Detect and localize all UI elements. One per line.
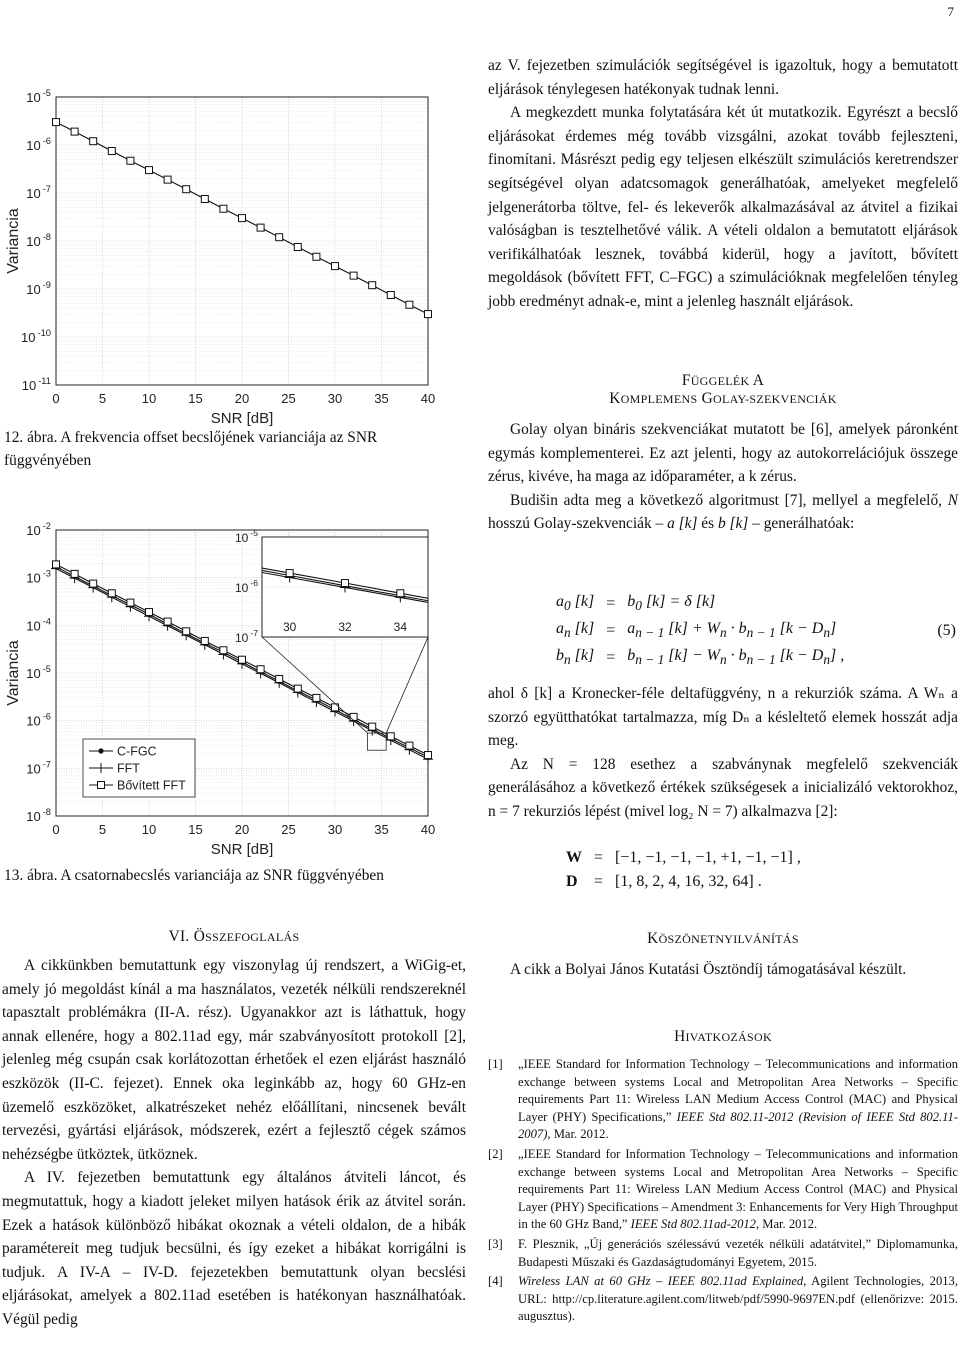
fig12-y-axis-label: Variancia xyxy=(5,208,22,274)
w-vector: [−1, −1, −1, −1, +1, −1, −1] , xyxy=(615,849,801,866)
ack-heading-first: K xyxy=(647,930,659,947)
fig12-series-bovitett-fft-point xyxy=(164,176,171,183)
fig13-series-bovitett-fft-point xyxy=(220,647,227,654)
fig13-inset-series-bovitett-fft-point xyxy=(397,590,404,597)
fig12-y-tick-label: 10 $^{-5}$ xyxy=(26,88,51,105)
fig12-series-bovitett-fft-point xyxy=(257,224,264,231)
fig13-legend-marker xyxy=(98,782,105,789)
section-6 xyxy=(2,928,466,1332)
reference-text xyxy=(518,1273,958,1326)
fig13-inset-series-bovitett-fft-point xyxy=(342,580,349,587)
fig13-legend-label: Bővített FFT xyxy=(117,778,186,793)
fig13-y-tick-label: 10 $^{-8}$ xyxy=(26,807,51,824)
reference-number: [3] xyxy=(488,1236,503,1251)
fig13-series-bovitett-fft-point xyxy=(294,685,301,692)
section-6-paragraph-1: A cikkünkben bemutattunk egy viszonylag új rendszert, a WiGig-et, amely jó megoldást kínál a ma használatos, vezeték nélküli rendszereknél tapasztalt problémákra (II-A. rész). Ugyanakkor azt is láthattuk, hogy annak ellenére, hogy a 802.11ad egy, már szabványosított protokoll [2], jelenleg még csupán csak korlátozottan érhetőek el ezen eljárást használó eszközök (II-C. fejezet). Ennek oka leginkább az, hogy 60 GHz-en üzemelő eszközöket, alkatrészeket nehéz előállítani, nincsenek bevált tervezési, gyártási eljárások, módszerek, ezért a fejlesztő cégek számos nehézségbe ütköztek, ütköznek. xyxy=(2,957,466,1163)
fig13-inset-x-tick-label: 30 xyxy=(282,620,297,634)
appendix-p2-a: Budišin adta meg a következő algoritmust [7], mellyel a megfelelő, xyxy=(510,491,948,509)
appendix-title-rest2: OLAY-SZEKVENCIÁK xyxy=(713,392,837,406)
fig12-series-bovitett-fft-point xyxy=(425,311,432,318)
appendix-paragraph-2 xyxy=(488,489,958,536)
fig13-series-bovitett-fft-point xyxy=(276,675,283,682)
fig12-series-bovitett-fft-point xyxy=(90,138,97,145)
fig13-series-bovitett-fft-point xyxy=(108,590,115,597)
fig13-series-bovitett-fft-point xyxy=(146,609,153,616)
reference-number: [2] xyxy=(488,1146,503,1161)
appendix-p2-n: N xyxy=(947,491,958,509)
fig12-x-tick-label: 40 xyxy=(420,391,436,406)
fig12-series-bovitett-fft-point xyxy=(294,243,301,250)
fig13-series-bovitett-fft-point xyxy=(53,561,60,568)
reference-number: [1] xyxy=(488,1057,503,1071)
refs-heading-rest: IVATKOZÁSOK xyxy=(685,1030,772,1044)
fig12-series-bovitett-fft-point xyxy=(406,301,413,308)
appendix-title-rest: OMPLEMENS xyxy=(620,392,698,406)
fig12-series-bovitett-fft-point xyxy=(276,234,283,241)
reference-list xyxy=(488,1056,958,1326)
fig13-x-tick-label: 35 xyxy=(374,822,389,837)
appendix-continued xyxy=(488,682,958,824)
fig13-series-bovitett-fft-point xyxy=(71,570,78,577)
fig12-x-tick-label: 35 xyxy=(374,391,389,406)
fig13-inset-series-bovitett-fft-point xyxy=(452,600,459,607)
fig13-inset-x-tick-label: 34 xyxy=(393,620,408,634)
fig13-inset-series-fft-point xyxy=(8,522,18,532)
fig13-series-bovitett-fft-point xyxy=(332,704,339,711)
fig13-legend-label: C-FGC xyxy=(117,744,157,759)
reference-item xyxy=(488,1056,958,1144)
fig13-x-tick-label: 5 xyxy=(98,822,107,837)
fig13-chart xyxy=(0,497,468,857)
section-6-paragraph-2: A IV. fejezetben bemutattunk egy általános átviteli láncot, és megmutattuk, hogy a kiadott jeleket milyen hatások érik az átvitel során. Ezek a hatások különböző hibákat okoznak a vételi oldalon, de a hibák paramétereit meg tudjuk becsülni, és így ezeket a hibákat korrigálni is tudjuk. A IV-A – IV-D. fejezetekben bemutattunk olyan becslési eljárásokat, amelyek a 802.11ad esetében is hatékonyan használhatóak. Végül pedig xyxy=(2,1169,466,1328)
fig13-y-axis-label: Variancia xyxy=(5,640,22,706)
fig12-series-bovitett-fft-point xyxy=(183,186,190,193)
appendix-title-g: G xyxy=(697,390,713,407)
appendix-heading-letter: A xyxy=(749,372,765,389)
fig13-y-tick-label: 10 $^{-6}$ xyxy=(26,711,51,729)
fig13-legend-marker xyxy=(98,748,103,753)
fig12-x-tick-label: 0 xyxy=(52,391,60,406)
appendix-paragraph-4: Az N = 128 esethez a szabványnak megfelelő szekvenciák generálásához a következő értékek szükségesek a inicializáló vektorokhoz, n = 7 rekurziós lépést (mivel log₂ N = 7) alkalmazva [2]: xyxy=(488,755,958,820)
reference-italic: IEEE Std 802.11ad-2012 xyxy=(630,1217,756,1232)
figure-13 xyxy=(0,497,468,857)
appendix-heading-rest: ÜGGELÉK xyxy=(690,374,750,388)
fig12-y-tick-label: 10 $^{-6}$ xyxy=(26,136,51,153)
fig13-y-tick-label: 10 $^{-4}$ xyxy=(26,616,51,634)
fig12-series-bovitett-fft-point xyxy=(369,282,376,289)
fig13-y-tick-label: 10 $^{-7}$ xyxy=(26,759,51,777)
fig13-series-bovitett-fft-point xyxy=(387,733,394,740)
fig13-inset-y-tick-label: 10 $^{-7}$ xyxy=(234,628,258,645)
fig12-chart xyxy=(0,62,468,427)
fig13-x-tick-label: 10 xyxy=(141,822,157,837)
fig12-series-bovitett-fft-point xyxy=(313,253,320,260)
section-6-number: VI. xyxy=(168,928,194,945)
fig13-series-bovitett-fft-point xyxy=(239,656,246,663)
appendix-p2-bk: b [k] xyxy=(717,515,749,533)
fig13-x-axis-label: SNR [dB] xyxy=(210,841,274,858)
fig13-series-bovitett-fft-point xyxy=(350,713,357,720)
references xyxy=(488,1028,958,1328)
conclusion-paragraph-2: A megkezdett munka folytatására két út mutatkozik. Egyrészt a becslő eljárásokat érdemes még tovább vizsgálni, azokat tovább fejleszteni, finomítani. Másrészt pedig egy teljesen elkészült szimulációs keretrendszer segítségével olyan adatcsomagok generálhatóak, amelyeket megfelelő jelgenerátorba töltve, fel- és lekeverők alkalmazásával az átvitel a fizikai valóságban is tesztelhetővé válik. A vételi oldalon a bemutatott eljárások verifikálhatóak lesznek, továbbá kiderül, hogy a javított, bővített megoldások (bővített FFT, C–FGC) a szimulációknak megfelelően tényleg jobb eredményt adnak-e, mint a jelenleg használt eljárások. xyxy=(488,104,958,310)
refs-heading xyxy=(488,1028,958,1046)
fig13-series-bovitett-fft-point xyxy=(201,637,208,644)
equation-5: $a_0$ [k] = $b_0$ [k] = δ [k] $a_n$ [k] = $a_{n - 1}$ $[k] + W_n \cdot b_{n - 1}$ $[k - D_n]$ $b_n$ [k] = $b_{n - 1}$ $[k] - W_n \cdot b_{n - 1}$ $[k - D_n]$ , (5) xyxy=(556,593,956,668)
fig12-series-bovitett-fft-point xyxy=(220,205,227,212)
fig12-x-tick-label: 15 xyxy=(188,391,203,406)
fig13-series-bovitett-fft-point xyxy=(127,599,134,606)
fig13-caption: 13. ábra. A csatornabecslés varianciája az SNR függvényében xyxy=(4,867,384,884)
fig13-series-bovitett-fft-point xyxy=(257,666,264,673)
fig12-series-bovitett-fft-point xyxy=(108,147,115,154)
reference-item xyxy=(488,1236,958,1271)
fig13-x-tick-label: 15 xyxy=(188,822,203,837)
ack-text: A cikk a Bolyai János Kutatási Ösztöndíj támogatásával készült. xyxy=(510,961,907,978)
appendix-p2-ak: a [k] xyxy=(667,515,698,533)
fig12-x-axis-label: SNR [dB] xyxy=(210,410,274,427)
fig13-x-tick-label: 0 xyxy=(52,822,60,837)
equation-wd: W = [−1, −1, −1, −1, +1, −1, −1] , D = [1, 8, 2, 4, 16, 32, 64] . xyxy=(488,846,958,894)
fig13-inset-y-tick-label: 10 $^{-5}$ xyxy=(234,528,258,545)
reference-tail: , Mar. 2012. xyxy=(755,1217,818,1232)
reference-item xyxy=(488,1273,958,1326)
appendix-title-k: K xyxy=(609,390,621,407)
fig13-inset-series-cfgc-point xyxy=(10,523,15,528)
reference-item xyxy=(488,1146,958,1234)
section-6-heading xyxy=(2,928,466,946)
fig13-series-bovitett-fft-point xyxy=(90,580,97,587)
fig12-x-tick-label: 20 xyxy=(234,391,250,406)
appendix-paragraph-1: Golay olyan bináris szekvenciákat mutatott be [6], amelyek páronként egymás komplementerei. Ez azt jelenti, hogy az autokorrelációjuk összege zérus, kivéve, ha maga az időparaméter, a k zérus. xyxy=(488,421,958,486)
appendix-p2-b: hosszú Golay-szekvenciák – xyxy=(488,515,668,533)
appendix-p2-d: és xyxy=(697,515,718,533)
fig13-y-tick-label: 10 $^{-5}$ xyxy=(26,664,51,681)
fig13-inset-series-fft-point xyxy=(451,602,461,612)
ack-heading-rest: ÖSZÖNETNYILVÁNÍTÁS xyxy=(658,932,799,946)
fig12-y-tick-label: 10 $^{-8}$ xyxy=(26,232,51,249)
fig13-series-bovitett-fft-point xyxy=(425,752,432,759)
appendix-a xyxy=(488,372,958,536)
reference-text xyxy=(518,1146,958,1234)
fig13-series-bovitett-fft-point xyxy=(406,742,413,749)
d-vector: [1, 8, 2, 4, 16, 32, 64] . xyxy=(615,873,762,890)
fig12-y-tick-label: 10 $^{-10}$ xyxy=(21,328,51,345)
ack-heading xyxy=(488,930,958,948)
reference-italic: IEEE Std 802.11-2012 (Revision of IEEE Std 802.11-2007) xyxy=(518,1109,958,1142)
appendix-heading-first: F xyxy=(681,372,691,389)
fig12-caption: 12. ábra. A frekvencia offset becslőjének varianciája az SNR függvényében xyxy=(4,429,378,469)
fig12-x-tick-label: 30 xyxy=(327,391,343,406)
acknowledgement xyxy=(488,930,958,982)
reference-tail: , Agilent Technologies, 2013, URL: http://cp.literature.agilent.com/litweb/pdf/5990-9697EN.pdf (ellenőrizve: 2015. augusztus). xyxy=(518,1274,959,1324)
fig12-y-tick-label: 10 $^{-11}$ xyxy=(21,376,51,393)
reference-plain: F. Plesznik, „Új generációs szélessávú vezeték nélküli adatátvitel,” Diplomamunka, Budapesti Műszaki és Gazdaságtudományi Egyetem, 2015. xyxy=(518,1236,958,1269)
appendix-paragraph-3: ahol δ [k] a Kronecker-féle deltafüggvény, n a rekurziók száma. A Wₙ a szorzó együtthatókat tartalmazza, míg Dₙ a késleltető elemek hosszát adja meg. xyxy=(488,685,958,750)
equation-5-number: (5) xyxy=(937,622,956,639)
fig12-series-bovitett-fft-point xyxy=(146,167,153,174)
reference-tail: , Mar. 2012. xyxy=(547,1127,609,1142)
section-6-heading-first: Ö xyxy=(193,928,206,945)
figure-12 xyxy=(0,62,468,427)
fig12-x-tick-label: 5 xyxy=(98,391,107,406)
conclusion-continued xyxy=(488,54,958,314)
reference-text xyxy=(518,1056,958,1144)
refs-heading-first: H xyxy=(674,1028,686,1045)
fig13-x-tick-label: 25 xyxy=(281,822,296,837)
fig12-series-bovitett-fft-point xyxy=(127,157,134,164)
fig12-series-bovitett-fft-point xyxy=(201,195,208,202)
fig13-inset-y-tick-label: 10 $^{-6}$ xyxy=(234,578,258,595)
conclusion-paragraph-1: az V. fejezetben szimulációk segítségével is igazoltuk, hogy a bemutatott eljárások ténylegesen hatékonyak tudnak lenni. xyxy=(488,57,958,98)
fig12-series-bovitett-fft-point xyxy=(239,215,246,222)
appendix-heading-1 xyxy=(488,372,958,390)
fig13-x-tick-label: 40 xyxy=(420,822,436,837)
fig12-series-bovitett-fft-point xyxy=(332,263,339,270)
reference-plain: „IEEE Standard for Information Technology – Telecommunications and information exchange between systems Local and Metropolitan Area Networks – Specific requirements Part 11: Wireless LAN Medium Access Control (MAC) and Physical Layer (PHY) Specifications – Amendment 3: Enhancements for Very High Throughput in the 60 GHz Band,” xyxy=(518,1146,958,1232)
fig13-y-tick-label: 10 $^{-3}$ xyxy=(26,568,51,586)
fig12-series-bovitett-fft-point xyxy=(387,291,394,298)
fig13-series-bovitett-fft-point xyxy=(369,723,376,730)
fig13-series-bovitett-fft-point xyxy=(164,618,171,625)
fig12-y-tick-label: 10 $^{-7}$ xyxy=(26,184,51,201)
fig13-inset-series-cfgc-point xyxy=(453,603,458,608)
page-number: 7 xyxy=(947,4,954,19)
appendix-p2-f: – generálhatóak: xyxy=(748,515,855,533)
fig13-legend-label: FFT xyxy=(117,761,140,776)
fig12-x-tick-label: 25 xyxy=(281,391,296,406)
fig12-series-bovitett-fft-point xyxy=(350,272,357,279)
fig13-inset-series-bovitett-fft-point xyxy=(286,570,293,577)
reference-text xyxy=(518,1236,958,1271)
fig12-series-bovitett-fft-point xyxy=(53,119,60,126)
fig13-series-bovitett-fft-point xyxy=(183,628,190,635)
fig12-x-tick-label: 10 xyxy=(141,391,157,406)
section-6-heading-rest: SSZEFOGLALÁS xyxy=(205,930,300,944)
fig12-series-bovitett-fft-point xyxy=(71,128,78,135)
appendix-heading-2 xyxy=(488,390,958,408)
fig13-y-tick-label: 10 $^{-2}$ xyxy=(26,521,51,538)
fig13-series-bovitett-fft-point xyxy=(313,694,320,701)
fig13-x-tick-label: 30 xyxy=(327,822,343,837)
reference-plain: „IEEE Standard for Information Technology – Telecommunications and information exchange between systems Local and Metropolitan Area Networks – Specific requirements Part 11: Wireless LAN Medium Access Control (MAC) and Physical Layer (PHY) Specifications,” xyxy=(518,1057,958,1124)
fig13-x-tick-label: 20 xyxy=(234,822,250,837)
reference-number: [4] xyxy=(488,1274,503,1289)
reference-italic: Wireless LAN at 60 GHz – IEEE 802.11ad Explained xyxy=(518,1274,804,1289)
fig13-inset-x-tick-label: 32 xyxy=(338,620,352,634)
fig13-inset-series-bovitett-fft-point xyxy=(10,520,17,527)
fig12-y-tick-label: 10 $^{-9}$ xyxy=(26,280,51,297)
